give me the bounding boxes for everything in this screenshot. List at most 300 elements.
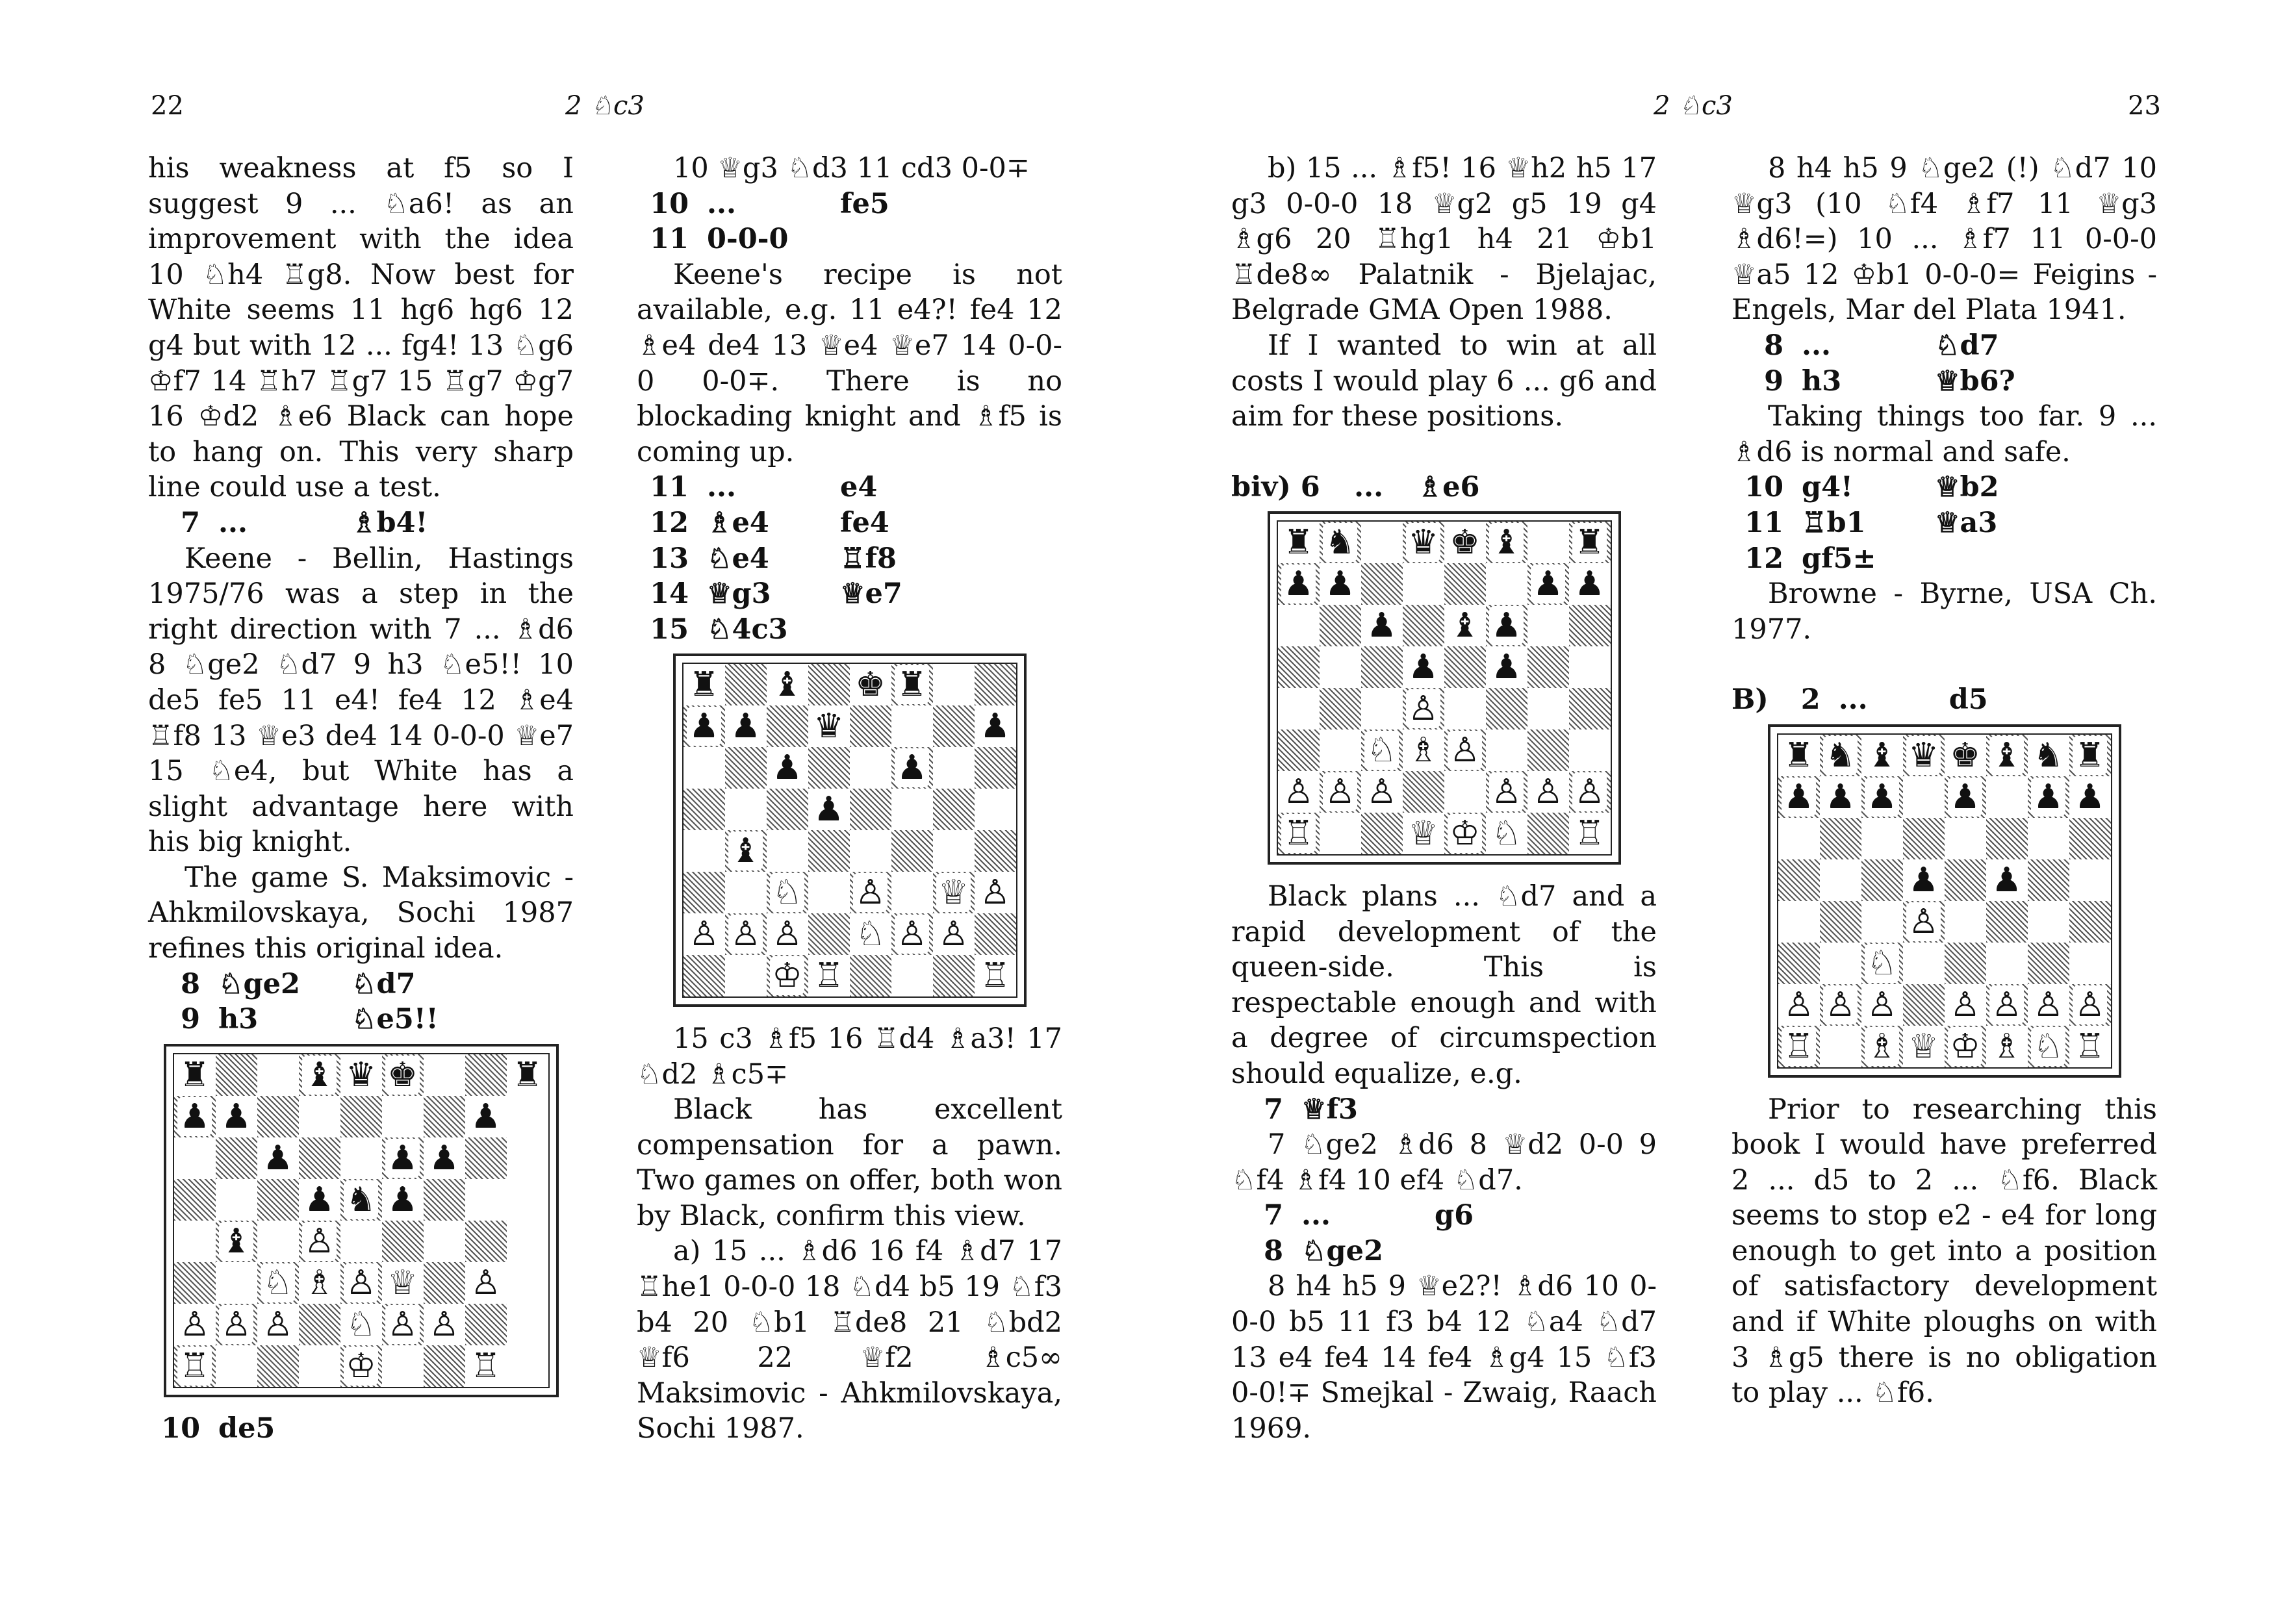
chess-piece: ♛ bbox=[1906, 736, 1941, 775]
paragraph: his weakness at f5 so I suggest 9 ... ♘a6! as an improvement with the idea 10 ♘h4 ♖g8. Now best for White seems 11 hg6 hg6 12 g4 but with 12 ... fg4! 13 ♘g6 ♔f7 14 ♖h7 ♖g7 15 ♖g7 ♔g7 16 ♔d2 ♗e6 Black can hope to hang on. This very sharp line could use a test. bbox=[148, 152, 574, 504]
board-square bbox=[1903, 901, 1945, 943]
board-square bbox=[1444, 688, 1486, 730]
chess-diagram bbox=[164, 1044, 559, 1397]
chess-piece: ♘ bbox=[1364, 731, 1399, 770]
board-square bbox=[767, 830, 808, 872]
board-square bbox=[933, 663, 975, 705]
board-square bbox=[1486, 813, 1527, 855]
chess-piece: ♜ bbox=[1283, 523, 1314, 563]
chess-piece: ♖ bbox=[470, 1346, 501, 1386]
board-square bbox=[1486, 646, 1527, 688]
board-square bbox=[725, 955, 767, 997]
chess-piece: ♙ bbox=[1533, 772, 1563, 812]
board-square bbox=[1569, 605, 1611, 646]
column-1 bbox=[148, 151, 574, 1447]
board-square bbox=[2069, 818, 2112, 859]
board-square bbox=[767, 705, 808, 747]
move-line: 7 ... ♗b4! bbox=[181, 506, 428, 539]
board-square bbox=[382, 1179, 424, 1221]
board-square bbox=[1444, 771, 1486, 813]
board-square bbox=[1320, 521, 1361, 563]
column-3 bbox=[1231, 151, 1657, 1446]
board-square bbox=[1320, 563, 1361, 605]
board-square bbox=[1569, 563, 1611, 605]
board-square bbox=[1527, 688, 1569, 730]
board-square bbox=[1403, 730, 1444, 771]
chess-piece: ♖ bbox=[2075, 1026, 2105, 1066]
board-square bbox=[1403, 605, 1444, 646]
board-square bbox=[1820, 734, 1861, 776]
board-square bbox=[299, 1137, 340, 1179]
board-square bbox=[891, 955, 933, 997]
chess-piece: ♟ bbox=[387, 1180, 418, 1219]
board-square bbox=[891, 663, 933, 705]
chess-piece: ♜ bbox=[1783, 735, 1814, 775]
board-square bbox=[933, 913, 975, 955]
board-square bbox=[1277, 563, 1320, 605]
chess-piece: ♙ bbox=[344, 1263, 378, 1302]
board-square bbox=[340, 1345, 382, 1388]
chess-piece: ♟ bbox=[895, 748, 929, 787]
board-square bbox=[1277, 688, 1320, 730]
board-square bbox=[1320, 646, 1361, 688]
board-square bbox=[1986, 818, 2028, 859]
board-square bbox=[1361, 688, 1403, 730]
board-square bbox=[173, 1345, 216, 1388]
chess-piece: ♟ bbox=[1491, 648, 1522, 687]
board-square bbox=[767, 955, 808, 997]
chess-piece: ♜ bbox=[512, 1055, 543, 1095]
chess-piece: ♟ bbox=[730, 707, 761, 746]
board-square bbox=[767, 913, 808, 955]
chess-piece: ♙ bbox=[1489, 772, 1524, 811]
board-square bbox=[1778, 776, 1820, 818]
board-square bbox=[299, 1179, 340, 1221]
board-square bbox=[933, 872, 975, 913]
board-square bbox=[1527, 646, 1569, 688]
chess-piece: ♔ bbox=[770, 956, 804, 995]
move-line: 13 ♘e4 ♖f8 bbox=[650, 542, 897, 575]
chess-piece: ♙ bbox=[980, 873, 1010, 913]
board-square bbox=[933, 705, 975, 747]
board-square bbox=[216, 1262, 257, 1304]
move-line: 15 ♘4c3 bbox=[650, 613, 788, 646]
chess-piece: ♖ bbox=[1574, 814, 1605, 854]
board-square bbox=[975, 747, 1017, 789]
board-square bbox=[1820, 818, 1861, 859]
board-square bbox=[1778, 818, 1820, 859]
chess-piece: ♙ bbox=[429, 1304, 459, 1344]
chess-piece: ♟ bbox=[772, 748, 802, 788]
board-square bbox=[1861, 734, 1903, 776]
board-square bbox=[1945, 734, 1986, 776]
board-square bbox=[1820, 901, 1861, 943]
chess-piece: ♙ bbox=[938, 915, 969, 954]
move-line: 8 ♘ge2 ♘d7 bbox=[181, 967, 416, 1000]
board-square bbox=[1861, 984, 1903, 1026]
board-square bbox=[808, 747, 850, 789]
board-square bbox=[1986, 1026, 2028, 1068]
chess-piece: ♟ bbox=[1531, 565, 1565, 603]
board-square bbox=[767, 872, 808, 913]
board-square bbox=[382, 1345, 424, 1388]
board-square bbox=[725, 747, 767, 789]
board-square bbox=[975, 955, 1017, 997]
board-square bbox=[424, 1054, 465, 1096]
chess-piece: ♗ bbox=[1991, 1026, 2022, 1066]
board-square bbox=[257, 1096, 299, 1137]
board-square bbox=[1444, 646, 1486, 688]
chess-piece: ♙ bbox=[1448, 731, 1482, 770]
board-square bbox=[1945, 776, 1986, 818]
right-running-head: 2 ♘c3 bbox=[1654, 91, 1733, 121]
paragraph: Black plans ... ♘d7 and a rapid development of the queen-side. This is respectable enough and with a degree of circumspection should equalize, e.g. bbox=[1231, 880, 1657, 1090]
board-square bbox=[1945, 943, 1986, 984]
chess-piece: ♞ bbox=[1323, 523, 1357, 562]
chess-piece: ♙ bbox=[179, 1304, 210, 1344]
chess-piece: ♘ bbox=[770, 873, 804, 912]
board-square bbox=[173, 1262, 216, 1304]
board-square bbox=[173, 1179, 216, 1221]
board-square bbox=[1527, 563, 1569, 605]
move-line: 7 ♕f3 bbox=[1264, 1093, 1358, 1126]
board-square bbox=[1486, 771, 1527, 813]
board-square bbox=[1778, 984, 1820, 1026]
paragraph: Prior to researching this book I would have preferred 2 ... d5 to 2 ... ♘f6. Black seems to stop e2 - e4 for long enough to get into a position of satisfactory development and if White ploughs on with 3 ♗g5 there is no obligation to play ... ♘f6. bbox=[1731, 1093, 2157, 1410]
chess-piece: ♜ bbox=[895, 665, 929, 704]
board-square bbox=[299, 1304, 340, 1345]
chess-piece: ♟ bbox=[1825, 777, 1856, 817]
board-square bbox=[1361, 771, 1403, 813]
chess-piece: ♟ bbox=[1948, 778, 1982, 817]
chess-piece: ♝ bbox=[1989, 736, 2024, 775]
move-line: 12 ♗e4 fe4 bbox=[650, 506, 889, 539]
board-square bbox=[933, 789, 975, 830]
move-line: 9 h3 ♘e5!! bbox=[181, 1003, 439, 1036]
board-square bbox=[465, 1096, 507, 1137]
paragraph: 8 h4 h5 9 ♘ge2 (!) ♘d7 10 ♕g3 (10 ♘f4 ♗f7 11 ♕g3 ♗d6!=) 10 ... ♗f7 11 0-0-0 ♕a5 12 ♔b1 0-0-0= Feigins - Engels, Mar del Plata 1941. bbox=[1731, 152, 2157, 327]
board-square bbox=[340, 1054, 382, 1096]
board-square bbox=[850, 747, 891, 789]
board-square bbox=[1986, 859, 2028, 901]
paragraph: 7 ♘ge2 ♗d6 8 ♕d2 0-0 9 ♘f4 ♗f4 10 ef4 ♘d7. bbox=[1231, 1128, 1657, 1197]
move-line: 10 de5 bbox=[161, 1412, 275, 1445]
board-square bbox=[2069, 734, 2112, 776]
board-square bbox=[1486, 605, 1527, 646]
board-square bbox=[1903, 818, 1945, 859]
chess-piece: ♝ bbox=[219, 1222, 253, 1261]
board-square bbox=[975, 663, 1017, 705]
board-square bbox=[683, 830, 725, 872]
chess-piece: ♟ bbox=[1991, 860, 2022, 900]
board-square bbox=[216, 1304, 257, 1345]
right-page-number: 23 bbox=[2128, 91, 2161, 121]
board-square bbox=[2028, 901, 2069, 943]
board-square bbox=[975, 830, 1017, 872]
board-square bbox=[683, 913, 725, 955]
board-square bbox=[1820, 1026, 1861, 1068]
board-square bbox=[1486, 521, 1527, 563]
board-square bbox=[891, 913, 933, 955]
board-square bbox=[465, 1345, 507, 1388]
board-square bbox=[1820, 984, 1861, 1026]
chess-piece: ♞ bbox=[344, 1180, 378, 1219]
chess-piece: ♟ bbox=[1865, 778, 1899, 817]
board-square bbox=[767, 747, 808, 789]
chess-piece: ♘ bbox=[346, 1304, 376, 1344]
board-square bbox=[1903, 734, 1945, 776]
chess-piece: ♞ bbox=[2033, 735, 2063, 775]
chess-piece: ♟ bbox=[2075, 777, 2105, 817]
chess-piece: ♙ bbox=[1572, 772, 1607, 811]
board-square bbox=[1945, 818, 1986, 859]
board-square bbox=[2028, 734, 2069, 776]
chess-piece: ♟ bbox=[221, 1097, 251, 1136]
paragraph: 8 h4 h5 9 ♕e2?! ♗d6 10 0-0-0 b5 11 f3 b4 12 ♘a4 ♘d7 13 e4 fe4 14 fe4 ♗g4 15 ♘f3 0-0!∓ Smejkal - Zwaig, Raach 1969. bbox=[1231, 1270, 1657, 1445]
board-square bbox=[1403, 646, 1444, 688]
board-square bbox=[1861, 776, 1903, 818]
chess-piece: ♜ bbox=[179, 1055, 210, 1095]
board-square bbox=[424, 1096, 465, 1137]
board-square bbox=[382, 1096, 424, 1137]
board-square bbox=[1903, 984, 1945, 1026]
column-2 bbox=[637, 151, 1062, 1447]
board-square bbox=[1277, 771, 1320, 813]
board-square bbox=[424, 1345, 465, 1388]
chess-piece: ♖ bbox=[813, 956, 844, 996]
board-square bbox=[1277, 521, 1320, 563]
board-square bbox=[850, 663, 891, 705]
paragraph: Keene's recipe is not available, e.g. 11 e4?! fe4 12 ♗e4 de4 13 ♕e4 ♕e7 14 0-0-0 0-0∓. There is no blockading knight and ♗f5 is coming up. bbox=[637, 258, 1062, 468]
chess-piece: ♗ bbox=[304, 1263, 335, 1302]
board-square bbox=[1320, 605, 1361, 646]
board-square bbox=[850, 872, 891, 913]
board-square bbox=[850, 913, 891, 955]
board-square bbox=[216, 1221, 257, 1262]
board-square bbox=[1903, 1026, 1945, 1068]
board-square bbox=[216, 1345, 257, 1388]
chess-piece: ♟ bbox=[1366, 606, 1397, 646]
board-square bbox=[465, 1137, 507, 1179]
board-square bbox=[173, 1137, 216, 1179]
chess-piece: ♜ bbox=[689, 665, 719, 705]
board-square bbox=[808, 913, 850, 955]
board-square bbox=[340, 1262, 382, 1304]
paragraph: If I wanted to win at all costs I would play 6 ... g6 and aim for these positions. bbox=[1231, 329, 1657, 433]
board-square bbox=[257, 1345, 299, 1388]
board-square bbox=[850, 705, 891, 747]
board-square bbox=[1945, 1026, 1986, 1068]
board-square bbox=[340, 1304, 382, 1345]
chess-piece: ♚ bbox=[855, 665, 886, 705]
board-square bbox=[1361, 563, 1403, 605]
chess-piece: ♖ bbox=[177, 1347, 212, 1386]
board-square bbox=[1861, 943, 1903, 984]
board-square bbox=[1986, 901, 2028, 943]
board-square bbox=[173, 1096, 216, 1137]
chess-piece: ♕ bbox=[1408, 814, 1438, 854]
board-square bbox=[465, 1221, 507, 1262]
chess-piece: ♕ bbox=[936, 873, 971, 912]
board-square bbox=[1861, 859, 1903, 901]
board-square bbox=[173, 1054, 216, 1096]
paragraph: 15 c3 ♗f5 16 ♖d4 ♗a3! 17 ♘d2 ♗c5∓ bbox=[637, 1022, 1062, 1091]
board-square bbox=[808, 955, 850, 997]
paragraph: 10 ♕g3 ♘d3 11 cd3 0-0∓ bbox=[673, 152, 1030, 184]
chess-piece: ♘ bbox=[2031, 1027, 2065, 1066]
chess-diagram bbox=[1268, 511, 1621, 865]
chess-piece: ♟ bbox=[304, 1180, 335, 1219]
section-move-line: B) 2 ... d5 bbox=[1731, 683, 1988, 717]
board-square bbox=[1986, 984, 2028, 1026]
board-square bbox=[1527, 813, 1569, 855]
chess-piece: ♙ bbox=[1950, 985, 1980, 1024]
board-square bbox=[1361, 730, 1403, 771]
board-square bbox=[933, 955, 975, 997]
paragraph: Keene - Bellin, Hastings 1975/76 was a step in the right direction with 7 ... ♗d6 8 ♘ge2 ♘d7 9 h3 ♘e5!! 10 de5 fe5 11 e4! fe4 12 ♗e4 ♖f8 13 ♕e3 de4 14 0-0-0 ♕e7 15 ♘e4, but White has a slight advantage here with his big knight. bbox=[148, 542, 574, 859]
board-square bbox=[891, 705, 933, 747]
board-square bbox=[1778, 901, 1820, 943]
board-square bbox=[850, 955, 891, 997]
chess-piece: ♟ bbox=[813, 790, 844, 830]
chess-piece: ♙ bbox=[1867, 985, 1897, 1024]
chess-piece: ♟ bbox=[2031, 778, 2065, 817]
chess-piece: ♘ bbox=[855, 915, 886, 954]
board-square bbox=[340, 1096, 382, 1137]
board-square bbox=[725, 705, 767, 747]
board-square bbox=[299, 1096, 340, 1137]
chess-piece: ♙ bbox=[728, 915, 763, 954]
board-square bbox=[975, 705, 1017, 747]
chess-piece: ♝ bbox=[302, 1056, 337, 1095]
board-square bbox=[808, 830, 850, 872]
chess-piece: ♝ bbox=[1450, 606, 1480, 646]
board-square bbox=[1444, 813, 1486, 855]
board-square bbox=[173, 1304, 216, 1345]
chess-piece: ♕ bbox=[387, 1263, 418, 1302]
move-line: 11 ♖b1 ♕a3 bbox=[1744, 506, 1998, 539]
chess-piece: ♜ bbox=[1572, 523, 1607, 562]
chess-piece: ♙ bbox=[1989, 985, 2024, 1024]
chess-piece: ♔ bbox=[1948, 1027, 1982, 1066]
board-square bbox=[1403, 563, 1444, 605]
chess-piece: ♟ bbox=[980, 707, 1010, 746]
board-square bbox=[1277, 730, 1320, 771]
board-square bbox=[767, 789, 808, 830]
board-square bbox=[216, 1179, 257, 1221]
chess-piece: ♟ bbox=[1408, 648, 1438, 687]
board-square bbox=[975, 789, 1017, 830]
board-square bbox=[808, 789, 850, 830]
board-square bbox=[725, 872, 767, 913]
chess-piece: ♘ bbox=[1865, 944, 1899, 983]
board-square bbox=[1778, 943, 1820, 984]
board-square bbox=[216, 1054, 257, 1096]
board-square bbox=[1277, 605, 1320, 646]
board-square bbox=[424, 1179, 465, 1221]
move-line: 11 ... e4 bbox=[650, 471, 878, 504]
board-square bbox=[1361, 813, 1403, 855]
board-square bbox=[257, 1262, 299, 1304]
move-line: 11 0-0-0 bbox=[650, 223, 789, 256]
board-square bbox=[683, 747, 725, 789]
chess-piece: ♙ bbox=[1783, 985, 1814, 1024]
board-square bbox=[2069, 984, 2112, 1026]
chess-piece: ♟ bbox=[385, 1139, 420, 1178]
board-square bbox=[683, 955, 725, 997]
board-square bbox=[507, 1054, 549, 1096]
board-square bbox=[975, 913, 1017, 955]
chess-piece: ♙ bbox=[689, 915, 719, 954]
board-square bbox=[683, 789, 725, 830]
chess-piece: ♟ bbox=[1281, 565, 1316, 603]
board-square bbox=[424, 1221, 465, 1262]
board-square bbox=[216, 1096, 257, 1137]
move-line: 10 ... fe5 bbox=[650, 187, 889, 220]
board-square bbox=[933, 747, 975, 789]
board-square bbox=[424, 1304, 465, 1345]
board-square bbox=[1778, 859, 1820, 901]
board-square bbox=[257, 1179, 299, 1221]
board-square bbox=[382, 1304, 424, 1345]
board-square bbox=[1903, 943, 1945, 984]
board-square bbox=[465, 1262, 507, 1304]
board-square bbox=[299, 1221, 340, 1262]
chess-piece: ♙ bbox=[1406, 689, 1440, 728]
board-square bbox=[299, 1054, 340, 1096]
board-square bbox=[1486, 730, 1527, 771]
board-square bbox=[1444, 730, 1486, 771]
board-square bbox=[1569, 521, 1611, 563]
board-square bbox=[299, 1345, 340, 1388]
board-square bbox=[2069, 859, 2112, 901]
board-square bbox=[1903, 859, 1945, 901]
board-square bbox=[1861, 818, 1903, 859]
chess-piece: ♔ bbox=[344, 1347, 378, 1386]
section-label: B) bbox=[1731, 683, 1769, 717]
board-square bbox=[725, 913, 767, 955]
board-square bbox=[257, 1304, 299, 1345]
board-square bbox=[725, 789, 767, 830]
chess-piece: ♜ bbox=[2073, 736, 2107, 775]
board-square bbox=[173, 1221, 216, 1262]
chess-piece: ♝ bbox=[772, 665, 802, 705]
paragraph: Taking things too far. 9 ... ♗d6 is normal and safe. bbox=[1731, 400, 2157, 468]
board-square bbox=[382, 1137, 424, 1179]
move-line: 10 g4! ♕b2 bbox=[1744, 471, 1999, 504]
board-square bbox=[340, 1179, 382, 1221]
board-square bbox=[299, 1262, 340, 1304]
board-square bbox=[2028, 943, 2069, 984]
chess-piece: ♟ bbox=[687, 707, 721, 746]
board-square bbox=[808, 705, 850, 747]
chess-piece: ♟ bbox=[429, 1138, 459, 1178]
board-square bbox=[1486, 688, 1527, 730]
board-square bbox=[767, 663, 808, 705]
board-square bbox=[1820, 859, 1861, 901]
board-square bbox=[1361, 646, 1403, 688]
board-square bbox=[1277, 813, 1320, 855]
board-square bbox=[382, 1054, 424, 1096]
chess-piece: ♗ bbox=[1865, 1027, 1899, 1066]
paragraph: Black has excellent compensation for a pawn. Two games on offer, both won by Black, confirm this view. bbox=[637, 1093, 1062, 1232]
board-square bbox=[683, 705, 725, 747]
board-square bbox=[1527, 605, 1569, 646]
board-square bbox=[975, 872, 1017, 913]
chess-piece: ♕ bbox=[1908, 1026, 1939, 1066]
board-square bbox=[2028, 984, 2069, 1026]
board-square bbox=[891, 747, 933, 789]
